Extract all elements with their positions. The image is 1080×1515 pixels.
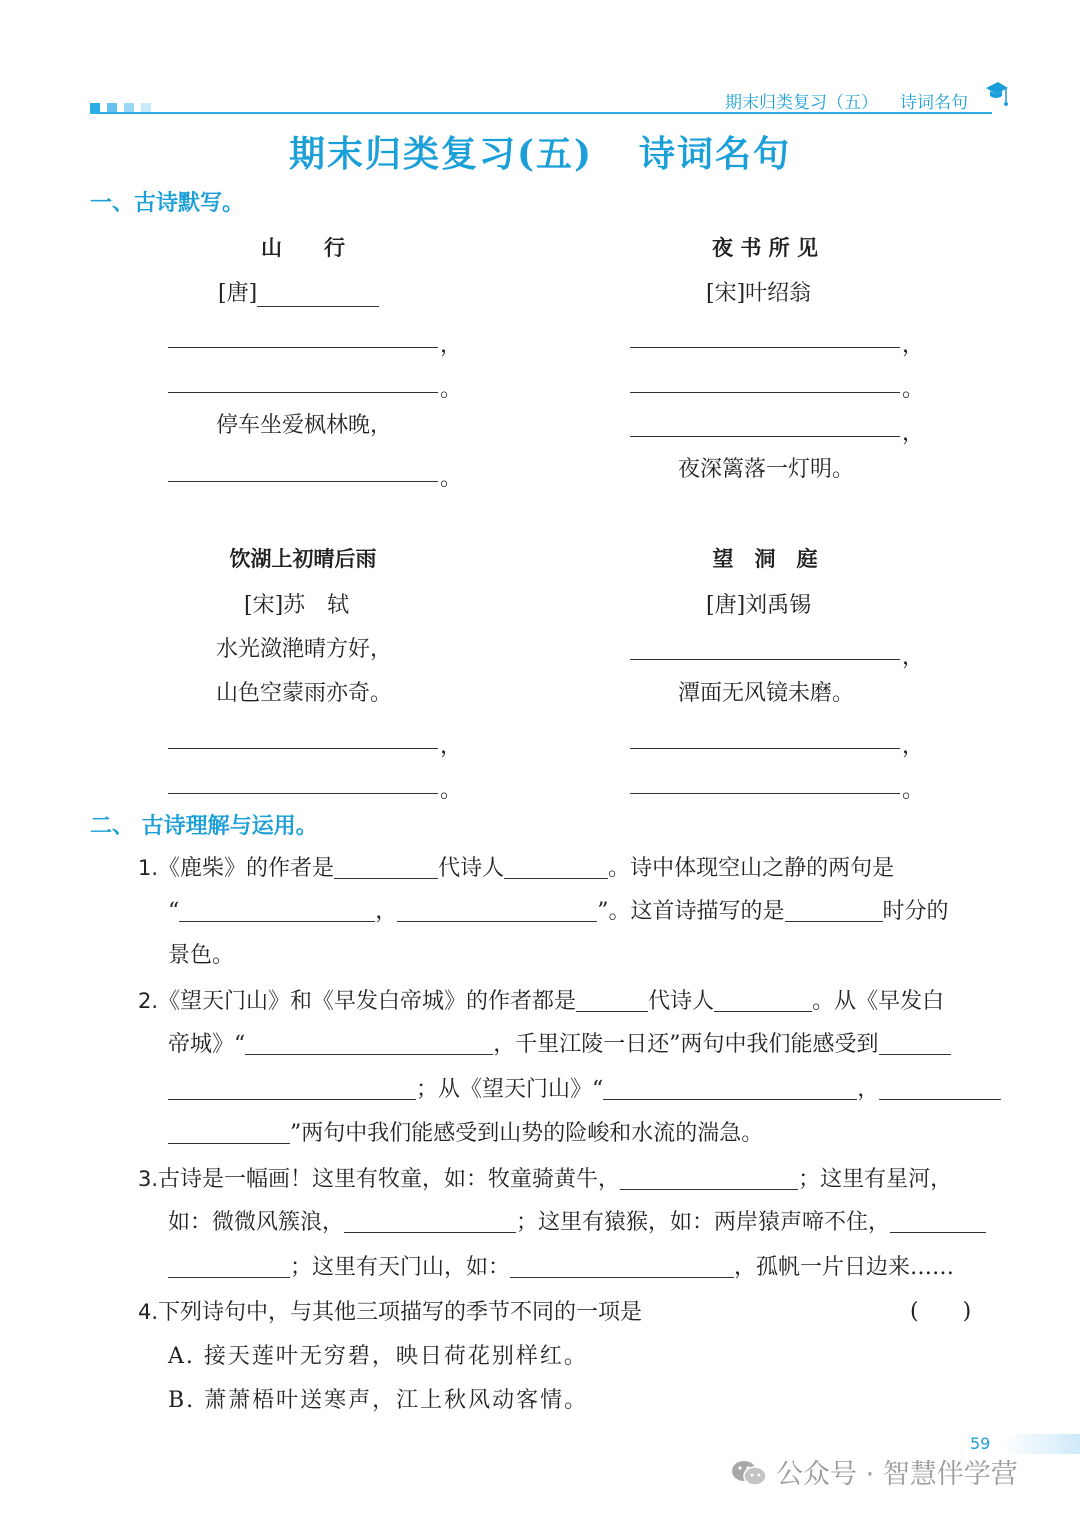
poem-punct: ，: [902, 421, 925, 446]
question-1-line-1: [138, 853, 894, 884]
question-number: 4.: [138, 1300, 159, 1324]
question-text: ；这里有猿猴，如：两岸猿声啼不住，: [516, 1210, 891, 1235]
answer-blank[interactable]: [630, 793, 900, 794]
answer-blank[interactable]: [630, 347, 900, 348]
answer-blank[interactable]: [576, 988, 648, 1012]
question-number: 1.: [138, 856, 159, 880]
question-3-line-3: [168, 1253, 954, 1283]
poem-title: 夜 书 所 见: [712, 236, 818, 260]
answer-blank[interactable]: [879, 1076, 1001, 1100]
poem-punct: ，: [902, 734, 925, 759]
poem-line: 潭面无风镜未磨。: [678, 681, 855, 706]
question-2-line-4: [168, 1119, 763, 1149]
answer-blank[interactable]: [168, 793, 438, 794]
answer-blank[interactable]: [168, 1254, 290, 1278]
graduation-cap-icon: [984, 80, 1008, 110]
poem-line: 夜深篱落一灯明。: [678, 457, 855, 482]
poem-punct: 。: [902, 377, 925, 402]
question-text: ，: [857, 1077, 880, 1102]
question-1-line-2: [168, 897, 949, 927]
answer-blank[interactable]: [397, 898, 597, 922]
poem-author: [宋]叶绍翁: [706, 281, 812, 306]
author-blank[interactable]: [257, 285, 379, 307]
running-header: [725, 88, 968, 113]
answer-blank[interactable]: [603, 1076, 857, 1100]
question-text: 古诗是一幅画！这里有牧童，如：牧童骑黄牛，: [158, 1167, 621, 1192]
question-3-line-2: [168, 1208, 986, 1238]
poem-line: 水光潋滟晴方好，: [216, 637, 393, 662]
poem-title: 山 行: [261, 236, 345, 260]
question-text: 时分的: [882, 899, 949, 924]
question-text: “: [168, 899, 180, 924]
poem-punct: ，: [440, 734, 463, 759]
question-2-line-1: [138, 986, 944, 1017]
answer-bracket[interactable]: ( ): [910, 1299, 972, 1324]
question-text: ；从《望天门山》“: [416, 1077, 604, 1102]
poem-title: 饮湖上初晴后雨: [229, 547, 377, 571]
question-2-line-3: [168, 1075, 1001, 1105]
question-number: 2.: [138, 989, 159, 1013]
poem-author: [唐]刘禹锡: [706, 593, 812, 618]
answer-blank[interactable]: [510, 1254, 734, 1278]
header-decoration: [90, 98, 158, 108]
question-text: ”两句中我们能感受到山势的险峻和水流的湍急。: [290, 1121, 764, 1146]
answer-blank[interactable]: [245, 1031, 493, 1055]
page-number: 59: [970, 1434, 991, 1453]
answer-blank[interactable]: [785, 898, 883, 922]
answer-blank[interactable]: [504, 855, 608, 879]
answer-blank[interactable]: [879, 1031, 951, 1055]
question-text: ”。这首诗描写的是: [597, 899, 785, 924]
answer-blank[interactable]: [168, 748, 438, 749]
page-title: [0, 126, 1080, 177]
answer-blank[interactable]: [630, 436, 900, 437]
answer-blank[interactable]: [168, 1076, 416, 1100]
question-3-line-1: [138, 1164, 952, 1195]
poem-punct: 。: [440, 778, 463, 803]
question-text: 《望天门山》和《早发白帝城》的作者都是: [158, 989, 577, 1014]
section-heading-1: 一、古诗默写。: [90, 191, 245, 216]
section-heading-2: 二、 古诗理解与运用。: [90, 814, 318, 839]
poem-punct: 。: [440, 377, 463, 402]
answer-blank[interactable]: [179, 898, 375, 922]
answer-blank[interactable]: [344, 1209, 516, 1233]
question-number: 3.: [138, 1167, 159, 1191]
question-text: ；这里有天门山，如：: [290, 1255, 511, 1280]
question-text: 帝城》“: [168, 1032, 246, 1057]
question-text: 代诗人: [438, 856, 505, 881]
page-title-part1: 期末归类复习(五): [288, 133, 594, 175]
poem-title: 望 洞 庭: [712, 547, 818, 571]
question-text: ，: [375, 899, 398, 924]
question-text: ；这里有星河，: [798, 1167, 953, 1192]
poem-punct: ，: [440, 333, 463, 358]
answer-blank[interactable]: [630, 659, 900, 660]
answer-blank[interactable]: [630, 748, 900, 749]
question-2-line-2: [168, 1030, 951, 1060]
poem-line: 停车坐爱枫林晚，: [216, 413, 393, 438]
answer-blank[interactable]: [890, 1209, 986, 1233]
answer-blank[interactable]: [168, 1120, 290, 1144]
answer-blank[interactable]: [168, 392, 438, 393]
running-title: 期末归类复习（五）: [725, 93, 878, 113]
question-text: 代诗人: [648, 989, 715, 1014]
question-text: 下列诗句中，与其他三项描写的季节不同的一项是: [158, 1300, 643, 1325]
question-text: ，孤帆一片日边来……: [734, 1255, 955, 1280]
poem-author: [218, 276, 379, 307]
poem-punct: ，: [902, 645, 925, 670]
watermark: [730, 1452, 1018, 1491]
question-text: 《鹿柴》的作者是: [158, 856, 335, 881]
answer-blank[interactable]: [714, 988, 812, 1012]
question-4-stem: [138, 1297, 642, 1328]
option-a[interactable]: A. 接天莲叶无穷碧，映日荷花别样红。: [168, 1344, 588, 1369]
option-b[interactable]: B. 萧萧梧叶送寒声，江上秋风动客情。: [168, 1388, 589, 1413]
poem-author: [宋]苏 轼: [244, 593, 350, 618]
running-subtitle: 诗词名句: [900, 93, 968, 113]
question-text: 如：微微风簇浪，: [168, 1210, 345, 1235]
answer-blank[interactable]: [168, 481, 438, 482]
poem-line: 山色空蒙雨亦奇。: [216, 681, 393, 706]
poem-punct: 。: [902, 778, 925, 803]
wechat-icon: [730, 1459, 768, 1487]
question-text: 。诗中体现空山之静的两句是: [608, 856, 895, 881]
answer-blank[interactable]: [168, 347, 438, 348]
answer-blank[interactable]: [334, 855, 438, 879]
poem-punct: ，: [902, 333, 925, 358]
poem-dynasty: [唐]: [218, 281, 258, 306]
answer-blank[interactable]: [620, 1166, 798, 1190]
question-text: ，千里江陵一日还”两句中我们能感受到: [493, 1032, 879, 1057]
question-text: 。从《早发白: [812, 989, 945, 1014]
page-title-part2: 诗词名句: [639, 133, 792, 175]
question-1-line-3: 景色。: [168, 943, 235, 968]
watermark-text: 公众号 · 智慧伴学营: [776, 1459, 1018, 1490]
answer-blank[interactable]: [630, 392, 900, 393]
page-number-bar: [1002, 1434, 1080, 1454]
poem-punct: 。: [440, 466, 463, 491]
